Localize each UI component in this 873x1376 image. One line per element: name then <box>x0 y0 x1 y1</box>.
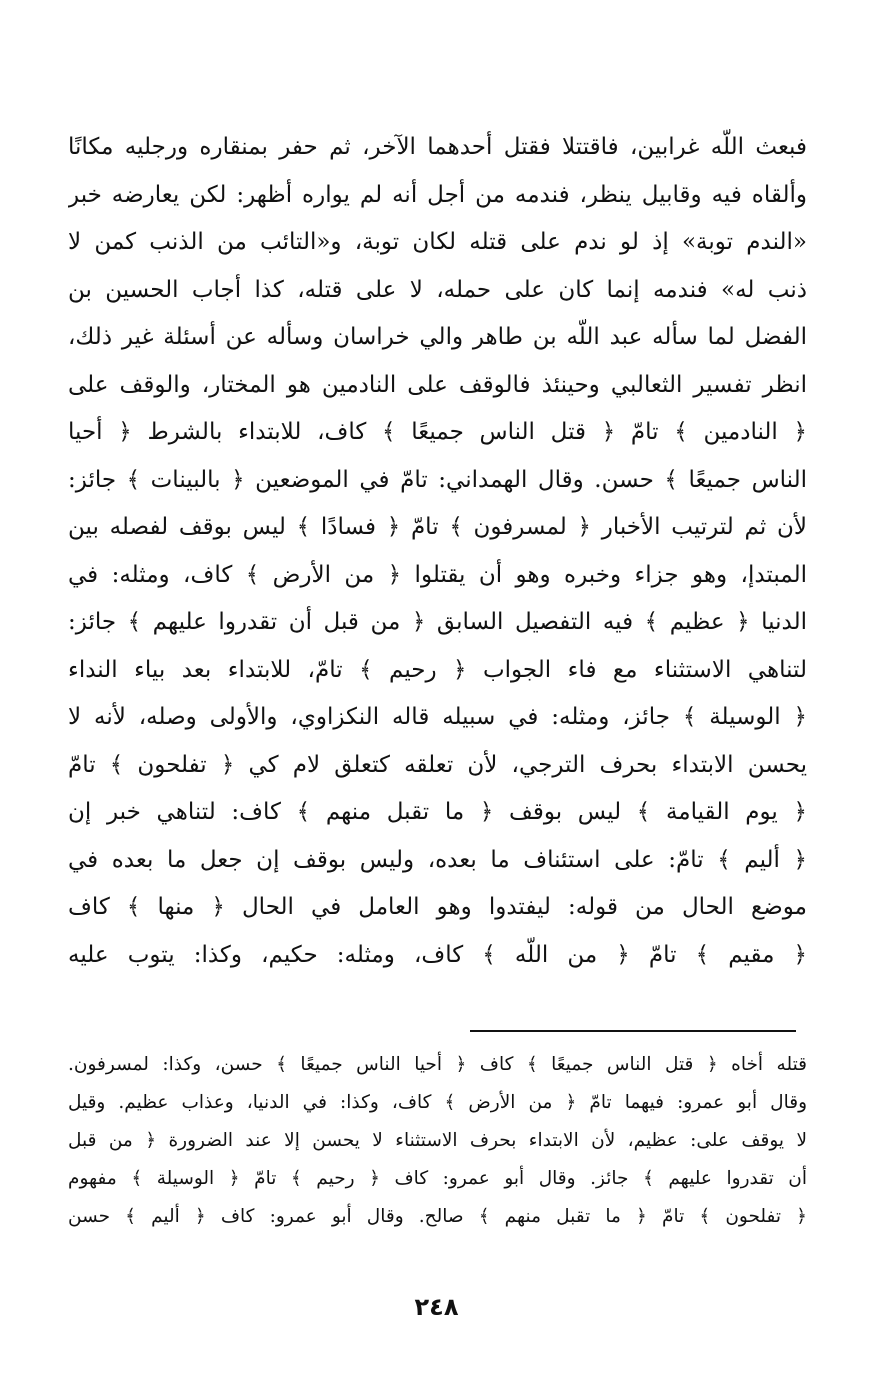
main-text-line: ﴿ الوسيلة ﴾ جائز، ومثله: في سبيله قاله النكزاوي، والأولى وصله، لأنه لا <box>68 704 807 730</box>
main-text-line: فبعث اللّه غرابين، فاقتتلا فقتل أحدهما الآخر، ثم حفر بمنقاره ورجليه مكانًا <box>68 134 807 160</box>
main-text-line: ﴿ النادمين ﴾ تامّ ﴿ قتل الناس جميعًا ﴾ كاف، للابتداء بالشرط ﴿ أحيا <box>68 419 807 445</box>
main-text-line: الناس جميعًا ﴾ حسن. وقال الهمداني: تامّ في الموضعين ﴿ بالبينات ﴾ جائز: <box>68 466 807 493</box>
main-text-line: موضع الحال من قوله: ليفتدوا وهو العامل في الحال ﴿ منها ﴾ كاف <box>68 894 807 920</box>
main-text-line: وألقاه فيه وقابيل ينظر، فندمه من أجل أنه لم يواره أظهر: لكن يعارضه خبر <box>68 181 807 208</box>
main-text-line: لأن ثم لترتيب الأخبار ﴿ لمسرفون ﴾ تامّ ﴿ فسادًا ﴾ ليس بوقف لفصله بين <box>68 514 807 540</box>
main-text-line: ﴿ يوم القيامة ﴾ ليس بوقف ﴿ ما تقبل منهم ﴾ كاف: لتناهي خبر إن <box>68 799 807 825</box>
main-text-line: لتناهي الاستثناء مع فاء الجواب ﴿ رحيم ﴾ تامّ، للابتداء بعد بياء النداء <box>68 656 807 683</box>
footnote-line: وقال أبو عمرو: فيهما تامّ ﴿ من الأرض ﴾ كاف، وكذا: في الدنيا، وعذاب عظيم. وقيل <box>68 1092 807 1113</box>
footnote-line: أن تقدروا عليهم ﴾ جائز. وقال أبو عمرو: كاف ﴿ رحيم ﴾ تامّ ﴿ الوسيلة ﴾ مفهوم <box>68 1168 807 1189</box>
main-text-line: الدنيا ﴿ عظيم ﴾ فيه التفصيل السابق ﴿ من قبل أن تقدروا عليهم ﴾ جائز: <box>68 609 807 635</box>
footnote-line: ﴿ تفلحون ﴾ تامّ ﴿ ما تقبل منهم ﴾ صالح. وقال أبو عمرو: كاف ﴿ أليم ﴾ حسن <box>68 1206 807 1227</box>
main-text-line: ﴿ أليم ﴾ تامّ: على استئناف ما بعده، وليس بوقف إن جعل ما بعده في <box>68 846 807 873</box>
footnote-line: قتله أخاه ﴿ قتل الناس جميعًا ﴾ كاف ﴿ أحيا الناس جميعًا ﴾ حسن، وكذا: لمسرفون. <box>68 1054 807 1075</box>
main-text-line: يحسن الابتداء بحرف الترجي، لأن تعلقه كتعلق لام كي ﴿ تفلحون ﴾ تامّ <box>68 751 807 778</box>
footnote-separator <box>470 1030 796 1032</box>
page-number: ٢٤٨ <box>414 1293 459 1321</box>
main-text-line: ﴿ مقيم ﴾ تامّ ﴿ من اللّه ﴾ كاف، ومثله: حكيم، وكذا: يتوب عليه <box>68 941 807 968</box>
main-text-line: ذنب له» فندمه إنما كان على حمله، لا على قتله، كذا أجاب الحسين بن <box>68 276 807 303</box>
main-text-line: «الندم توبة» إذ لو ندم على قتله لكان توبة، و«التائب من الذنب كمن لا <box>68 229 807 255</box>
footnotes-block <box>68 1046 807 1236</box>
main-text-line: انظر تفسير الثعالبي وحينئذ فالوقف على النادمين هو المختار، والوقف على <box>68 371 807 398</box>
footnote-line: لا يوقف على: عظيم، لأن الابتداء بحرف الاستثناء لا يحسن إلا عند الضرورة ﴿ من قبل <box>68 1130 807 1151</box>
main-text-line: الفضل لما سأله عبد اللّه بن طاهر والي خراسان وسأله عن أسئلة غير ذلك، <box>68 324 807 350</box>
main-text-block <box>68 124 807 979</box>
main-text-line: المبتدإ، وهو جزاء وخبره وهو أن يقتلوا ﴿ من الأرض ﴾ كاف، ومثله: في <box>68 561 807 588</box>
